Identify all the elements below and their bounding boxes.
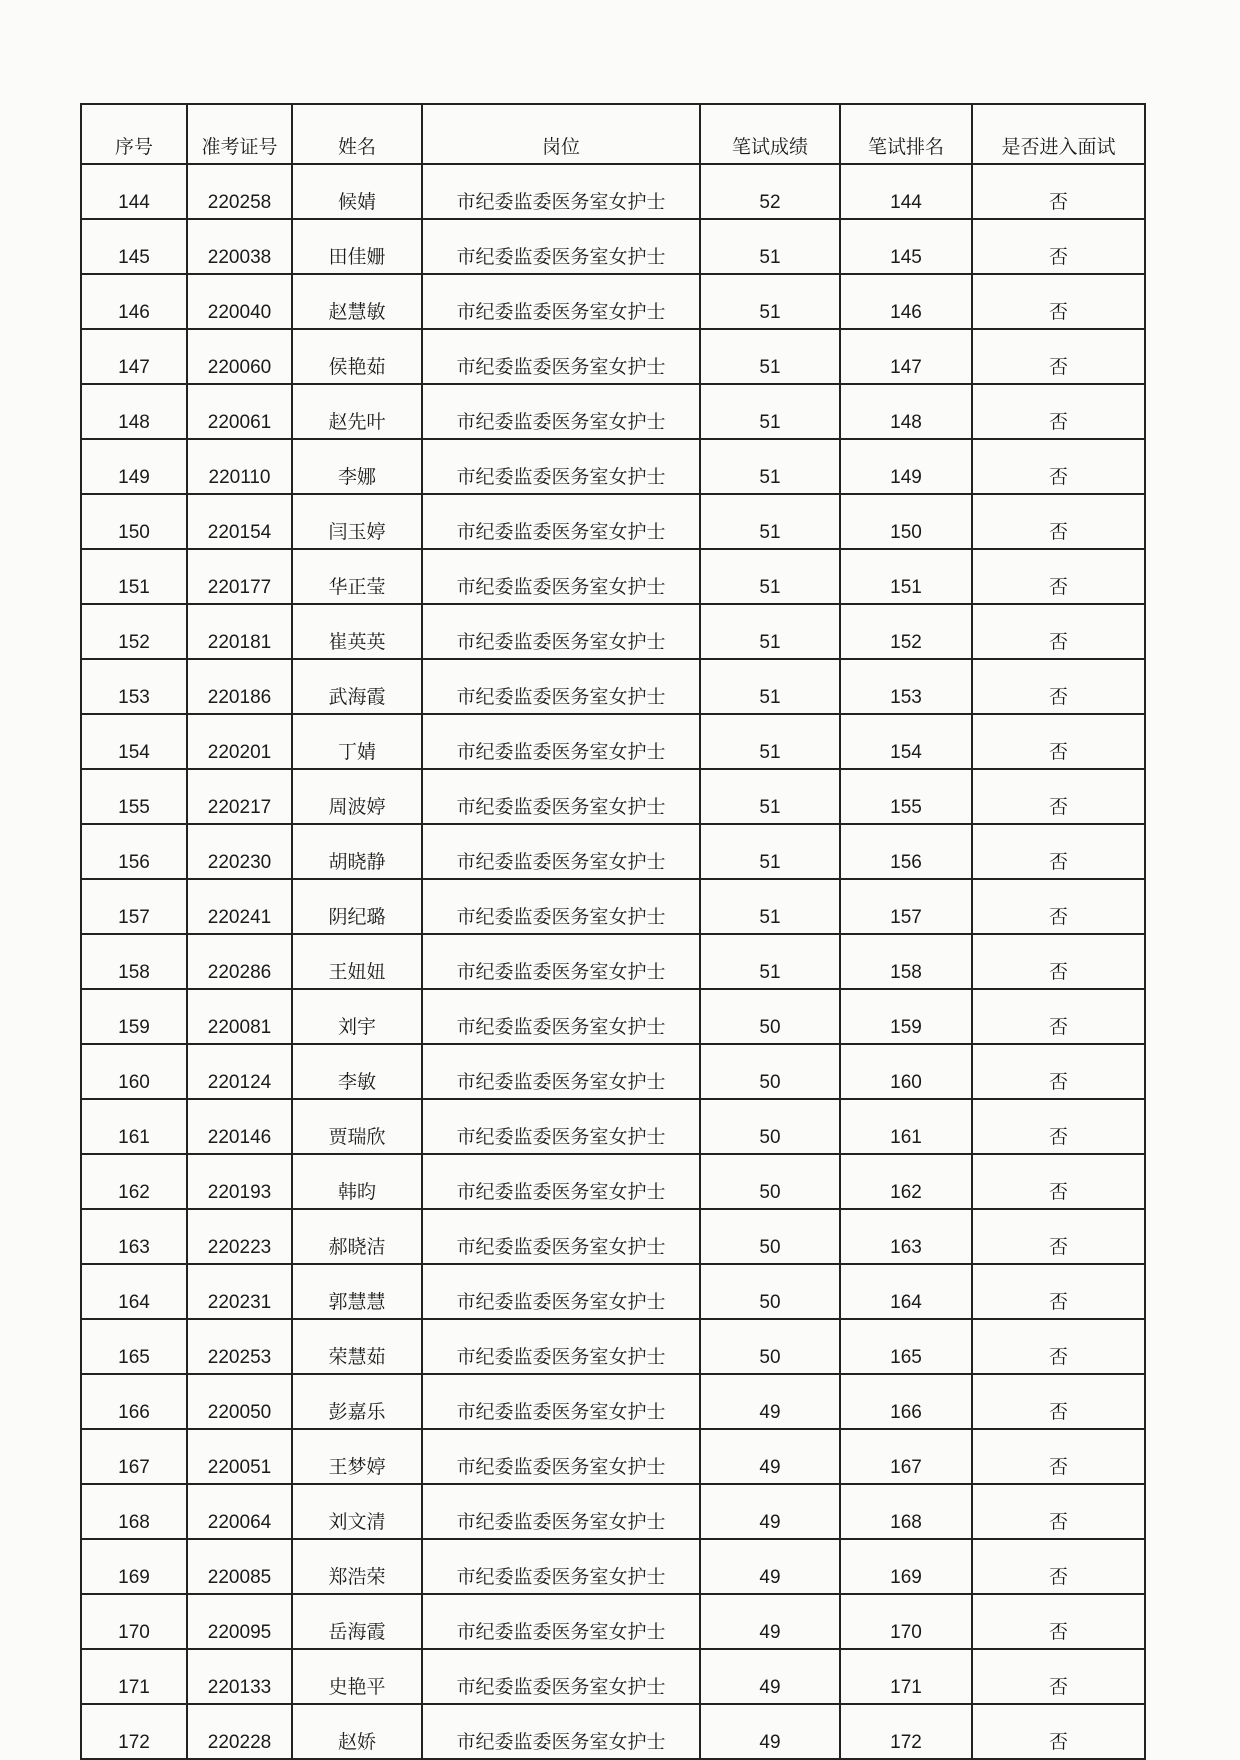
cell-name: 胡晓静: [292, 824, 422, 879]
cell-interview: 否: [972, 1594, 1145, 1649]
cell-name: 田佳姗: [292, 219, 422, 274]
cell-score: 50: [700, 1209, 840, 1264]
cell-interview: 否: [972, 659, 1145, 714]
table-row: [81, 329, 1145, 384]
cell-interview: 否: [972, 824, 1145, 879]
cell-exam-id: 220186: [187, 659, 292, 714]
cell-rank: 151: [840, 549, 972, 604]
cell-exam-id: 220193: [187, 1154, 292, 1209]
cell-score: 51: [700, 219, 840, 274]
cell-post: 市纪委监委医务室女护士: [422, 274, 700, 329]
cell-rank: 168: [840, 1484, 972, 1539]
cell-name: 岳海霞: [292, 1594, 422, 1649]
cell-rank: 150: [840, 494, 972, 549]
cell-score: 49: [700, 1484, 840, 1539]
header-interview: 是否进入面试: [972, 104, 1145, 164]
table-row: [81, 934, 1145, 989]
cell-seq: 158: [81, 934, 187, 989]
cell-interview: 否: [972, 439, 1145, 494]
cell-rank: 144: [840, 164, 972, 219]
cell-score: 49: [700, 1704, 840, 1759]
cell-seq: 152: [81, 604, 187, 659]
cell-name: 周波婷: [292, 769, 422, 824]
cell-interview: 否: [972, 714, 1145, 769]
cell-exam-id: 220051: [187, 1429, 292, 1484]
cell-rank: 158: [840, 934, 972, 989]
cell-score: 51: [700, 274, 840, 329]
cell-rank: 162: [840, 1154, 972, 1209]
table-row: [81, 549, 1145, 604]
cell-exam-id: 220095: [187, 1594, 292, 1649]
cell-post: 市纪委监委医务室女护士: [422, 549, 700, 604]
cell-interview: 否: [972, 1319, 1145, 1374]
cell-exam-id: 220085: [187, 1539, 292, 1594]
cell-seq: 163: [81, 1209, 187, 1264]
table-row: [81, 439, 1145, 494]
cell-interview: 否: [972, 1484, 1145, 1539]
cell-exam-id: 220231: [187, 1264, 292, 1319]
cell-rank: 155: [840, 769, 972, 824]
cell-seq: 157: [81, 879, 187, 934]
cell-seq: 149: [81, 439, 187, 494]
cell-score: 50: [700, 1154, 840, 1209]
header-row: [81, 104, 1145, 164]
cell-seq: 148: [81, 384, 187, 439]
table-row: [81, 769, 1145, 824]
cell-seq: 168: [81, 1484, 187, 1539]
cell-exam-id: 220181: [187, 604, 292, 659]
cell-score: 50: [700, 1264, 840, 1319]
cell-exam-id: 220146: [187, 1099, 292, 1154]
cell-seq: 159: [81, 989, 187, 1044]
cell-name: 华正莹: [292, 549, 422, 604]
cell-exam-id: 220154: [187, 494, 292, 549]
cell-rank: 154: [840, 714, 972, 769]
cell-seq: 147: [81, 329, 187, 384]
cell-post: 市纪委监委医务室女护士: [422, 1649, 700, 1704]
cell-post: 市纪委监委医务室女护士: [422, 329, 700, 384]
cell-score: 49: [700, 1594, 840, 1649]
cell-post: 市纪委监委医务室女护士: [422, 1319, 700, 1374]
cell-interview: 否: [972, 989, 1145, 1044]
cell-score: 49: [700, 1429, 840, 1484]
cell-score: 51: [700, 604, 840, 659]
cell-exam-id: 220081: [187, 989, 292, 1044]
cell-exam-id: 220040: [187, 274, 292, 329]
cell-rank: 145: [840, 219, 972, 274]
cell-exam-id: 220230: [187, 824, 292, 879]
cell-score: 51: [700, 659, 840, 714]
cell-name: 刘文清: [292, 1484, 422, 1539]
table-row: [81, 659, 1145, 714]
cell-seq: 150: [81, 494, 187, 549]
cell-seq: 165: [81, 1319, 187, 1374]
cell-post: 市纪委监委医务室女护士: [422, 989, 700, 1044]
cell-rank: 169: [840, 1539, 972, 1594]
cell-interview: 否: [972, 1209, 1145, 1264]
table-row: [81, 1099, 1145, 1154]
cell-rank: 148: [840, 384, 972, 439]
cell-interview: 否: [972, 1539, 1145, 1594]
cell-score: 52: [700, 164, 840, 219]
cell-seq: 151: [81, 549, 187, 604]
cell-exam-id: 220050: [187, 1374, 292, 1429]
cell-post: 市纪委监委医务室女护士: [422, 1429, 700, 1484]
cell-seq: 166: [81, 1374, 187, 1429]
header-exam-id: 准考证号: [187, 104, 292, 164]
cell-name: 郑浩荣: [292, 1539, 422, 1594]
cell-name: 侯艳茹: [292, 329, 422, 384]
header-score: 笔试成绩: [700, 104, 840, 164]
cell-post: 市纪委监委医务室女护士: [422, 659, 700, 714]
cell-seq: 169: [81, 1539, 187, 1594]
cell-interview: 否: [972, 604, 1145, 659]
cell-rank: 164: [840, 1264, 972, 1319]
results-body: [81, 164, 1145, 1759]
results-table: [80, 103, 1146, 1760]
cell-interview: 否: [972, 1649, 1145, 1704]
cell-name: 阴纪璐: [292, 879, 422, 934]
table-row: [81, 1484, 1145, 1539]
cell-exam-id: 220060: [187, 329, 292, 384]
cell-seq: 172: [81, 1704, 187, 1759]
cell-post: 市纪委监委医务室女护士: [422, 384, 700, 439]
cell-interview: 否: [972, 1154, 1145, 1209]
cell-rank: 166: [840, 1374, 972, 1429]
cell-name: 赵娇: [292, 1704, 422, 1759]
cell-exam-id: 220217: [187, 769, 292, 824]
cell-rank: 160: [840, 1044, 972, 1099]
cell-name: 李娜: [292, 439, 422, 494]
cell-rank: 172: [840, 1704, 972, 1759]
cell-exam-id: 220124: [187, 1044, 292, 1099]
cell-rank: 171: [840, 1649, 972, 1704]
cell-rank: 163: [840, 1209, 972, 1264]
table-row: [81, 824, 1145, 879]
cell-score: 49: [700, 1649, 840, 1704]
cell-interview: 否: [972, 769, 1145, 824]
table-row: [81, 714, 1145, 769]
cell-seq: 170: [81, 1594, 187, 1649]
cell-seq: 153: [81, 659, 187, 714]
cell-name: 荣慧茹: [292, 1319, 422, 1374]
table-row: [81, 219, 1145, 274]
cell-exam-id: 220061: [187, 384, 292, 439]
header-seq: 序号: [81, 104, 187, 164]
cell-score: 51: [700, 934, 840, 989]
cell-name: 崔英英: [292, 604, 422, 659]
table-row: [81, 164, 1145, 219]
cell-rank: 147: [840, 329, 972, 384]
cell-exam-id: 220253: [187, 1319, 292, 1374]
cell-score: 51: [700, 549, 840, 604]
cell-rank: 157: [840, 879, 972, 934]
cell-interview: 否: [972, 1264, 1145, 1319]
cell-score: 49: [700, 1374, 840, 1429]
cell-post: 市纪委监委医务室女护士: [422, 1484, 700, 1539]
cell-name: 武海霞: [292, 659, 422, 714]
cell-exam-id: 220064: [187, 1484, 292, 1539]
cell-rank: 152: [840, 604, 972, 659]
table-row: [81, 1594, 1145, 1649]
cell-interview: 否: [972, 164, 1145, 219]
cell-post: 市纪委监委医务室女护士: [422, 1044, 700, 1099]
cell-name: 王妞妞: [292, 934, 422, 989]
cell-interview: 否: [972, 219, 1145, 274]
cell-interview: 否: [972, 549, 1145, 604]
cell-name: 闫玉婷: [292, 494, 422, 549]
cell-exam-id: 220133: [187, 1649, 292, 1704]
cell-interview: 否: [972, 879, 1145, 934]
cell-post: 市纪委监委医务室女护士: [422, 219, 700, 274]
table-row: [81, 1154, 1145, 1209]
cell-seq: 171: [81, 1649, 187, 1704]
cell-rank: 149: [840, 439, 972, 494]
cell-name: 赵慧敏: [292, 274, 422, 329]
cell-post: 市纪委监委医务室女护士: [422, 1209, 700, 1264]
cell-exam-id: 220228: [187, 1704, 292, 1759]
cell-exam-id: 220038: [187, 219, 292, 274]
cell-score: 51: [700, 439, 840, 494]
cell-score: 51: [700, 714, 840, 769]
cell-seq: 145: [81, 219, 187, 274]
cell-name: 韩昀: [292, 1154, 422, 1209]
cell-seq: 160: [81, 1044, 187, 1099]
table-row: [81, 879, 1145, 934]
cell-post: 市纪委监委医务室女护士: [422, 1154, 700, 1209]
table-row: [81, 1704, 1145, 1759]
table-row: [81, 1209, 1145, 1264]
cell-interview: 否: [972, 1704, 1145, 1759]
cell-name: 丁婧: [292, 714, 422, 769]
cell-post: 市纪委监委医务室女护士: [422, 824, 700, 879]
cell-interview: 否: [972, 1429, 1145, 1484]
cell-score: 49: [700, 1539, 840, 1594]
cell-rank: 161: [840, 1099, 972, 1154]
table-row: [81, 1539, 1145, 1594]
cell-exam-id: 220110: [187, 439, 292, 494]
cell-post: 市纪委监委医务室女护士: [422, 1704, 700, 1759]
cell-exam-id: 220258: [187, 164, 292, 219]
cell-post: 市纪委监委医务室女护士: [422, 934, 700, 989]
header-rank: 笔试排名: [840, 104, 972, 164]
cell-interview: 否: [972, 329, 1145, 384]
cell-score: 50: [700, 989, 840, 1044]
cell-post: 市纪委监委医务室女护士: [422, 879, 700, 934]
cell-post: 市纪委监委医务室女护士: [422, 439, 700, 494]
cell-rank: 146: [840, 274, 972, 329]
cell-interview: 否: [972, 384, 1145, 439]
cell-post: 市纪委监委医务室女护士: [422, 1099, 700, 1154]
table-row: [81, 989, 1145, 1044]
cell-score: 50: [700, 1099, 840, 1154]
header-name: 姓名: [292, 104, 422, 164]
cell-exam-id: 220241: [187, 879, 292, 934]
table-row: [81, 604, 1145, 659]
table-row: [81, 384, 1145, 439]
cell-post: 市纪委监委医务室女护士: [422, 1594, 700, 1649]
cell-rank: 156: [840, 824, 972, 879]
table-row: [81, 1649, 1145, 1704]
cell-interview: 否: [972, 1374, 1145, 1429]
cell-seq: 154: [81, 714, 187, 769]
cell-seq: 161: [81, 1099, 187, 1154]
cell-rank: 170: [840, 1594, 972, 1649]
cell-name: 王梦婷: [292, 1429, 422, 1484]
cell-seq: 164: [81, 1264, 187, 1319]
cell-name: 赵先叶: [292, 384, 422, 439]
cell-name: 史艳平: [292, 1649, 422, 1704]
cell-score: 51: [700, 824, 840, 879]
cell-interview: 否: [972, 494, 1145, 549]
cell-seq: 144: [81, 164, 187, 219]
cell-rank: 167: [840, 1429, 972, 1484]
cell-score: 50: [700, 1319, 840, 1374]
cell-post: 市纪委监委医务室女护士: [422, 769, 700, 824]
cell-seq: 146: [81, 274, 187, 329]
cell-name: 候婧: [292, 164, 422, 219]
cell-seq: 155: [81, 769, 187, 824]
cell-rank: 165: [840, 1319, 972, 1374]
cell-score: 51: [700, 769, 840, 824]
cell-exam-id: 220286: [187, 934, 292, 989]
table-row: [81, 1044, 1145, 1099]
table-row: [81, 494, 1145, 549]
table-row: [81, 1319, 1145, 1374]
cell-seq: 162: [81, 1154, 187, 1209]
cell-exam-id: 220201: [187, 714, 292, 769]
cell-post: 市纪委监委医务室女护士: [422, 604, 700, 659]
header-post: 岗位: [422, 104, 700, 164]
cell-score: 51: [700, 879, 840, 934]
cell-rank: 153: [840, 659, 972, 714]
table-row: [81, 1429, 1145, 1484]
cell-score: 51: [700, 384, 840, 439]
cell-seq: 156: [81, 824, 187, 879]
cell-post: 市纪委监委医务室女护士: [422, 1264, 700, 1319]
cell-name: 刘宇: [292, 989, 422, 1044]
cell-post: 市纪委监委医务室女护士: [422, 164, 700, 219]
cell-interview: 否: [972, 1099, 1145, 1154]
table-row: [81, 274, 1145, 329]
cell-score: 50: [700, 1044, 840, 1099]
cell-name: 贾瑞欣: [292, 1099, 422, 1154]
cell-name: 郝晓洁: [292, 1209, 422, 1264]
cell-post: 市纪委监委医务室女护士: [422, 1539, 700, 1594]
cell-rank: 159: [840, 989, 972, 1044]
cell-name: 彭嘉乐: [292, 1374, 422, 1429]
cell-interview: 否: [972, 1044, 1145, 1099]
cell-score: 51: [700, 329, 840, 384]
cell-seq: 167: [81, 1429, 187, 1484]
cell-name: 李敏: [292, 1044, 422, 1099]
cell-interview: 否: [972, 274, 1145, 329]
table-row: [81, 1264, 1145, 1319]
cell-post: 市纪委监委医务室女护士: [422, 494, 700, 549]
cell-exam-id: 220177: [187, 549, 292, 604]
cell-score: 51: [700, 494, 840, 549]
cell-exam-id: 220223: [187, 1209, 292, 1264]
cell-interview: 否: [972, 934, 1145, 989]
table-row: [81, 1374, 1145, 1429]
cell-post: 市纪委监委医务室女护士: [422, 1374, 700, 1429]
cell-name: 郭慧慧: [292, 1264, 422, 1319]
cell-post: 市纪委监委医务室女护士: [422, 714, 700, 769]
